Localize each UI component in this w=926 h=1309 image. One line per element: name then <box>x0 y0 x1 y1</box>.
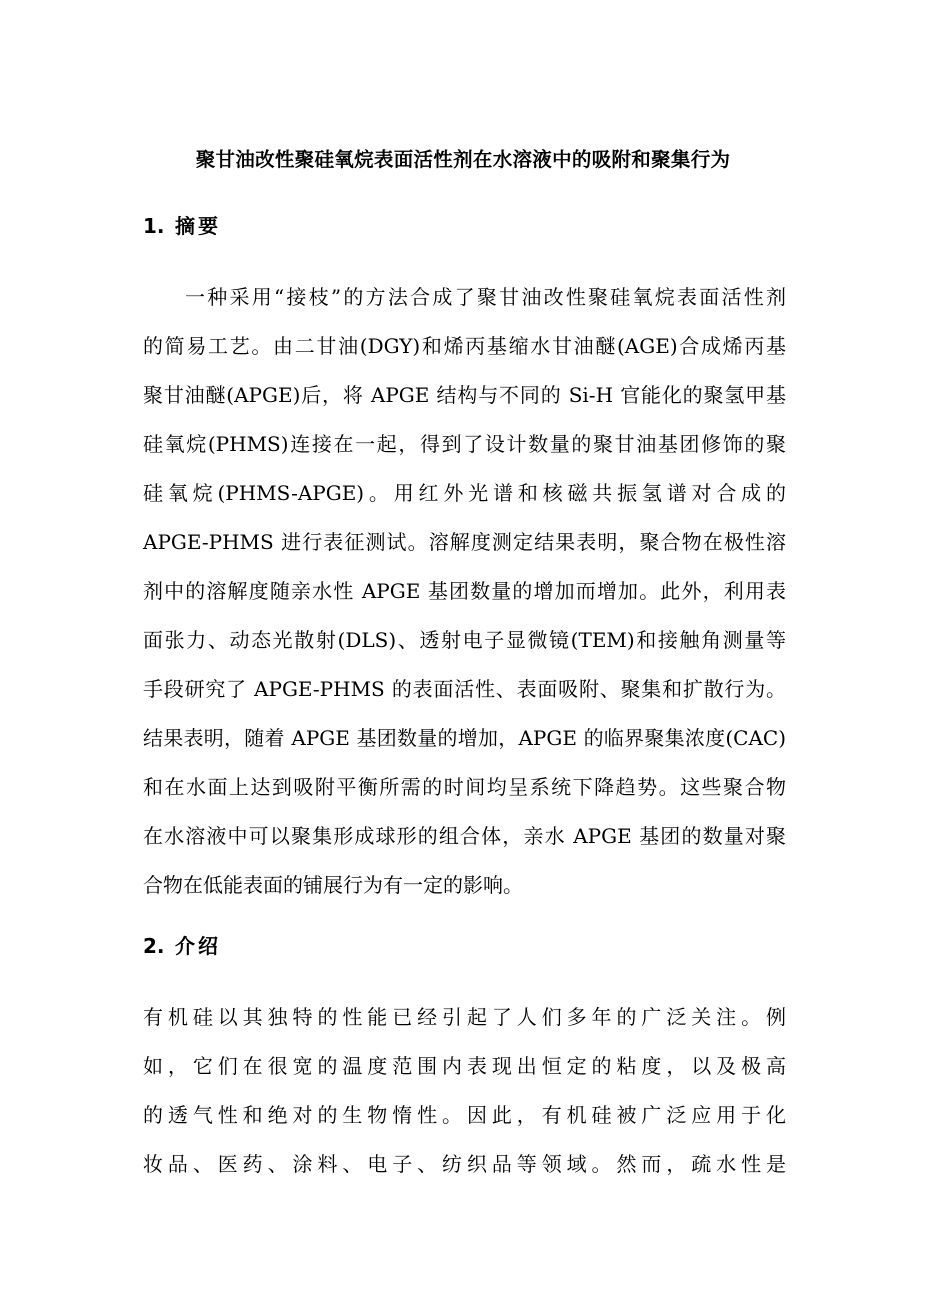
section-heading-introduction <box>143 932 221 960</box>
abstract-line: 聚甘油醚(APGE)后，将 APGE 结构与不同的 Si-H 官能化的聚氢甲基 <box>143 383 786 407</box>
introduction-line: 如，它们在很宽的温度范围内表现出恒定的粘度，以及极高 <box>143 1054 786 1078</box>
abstract-line: 剂中的溶解度随亲水性 APGE 基团数量的增加而增加。此外，利用表 <box>143 579 786 603</box>
abstract-line: 结果表明，随着 APGE 基团数量的增加，APGE 的临界聚集浓度(CAC) <box>143 726 786 750</box>
abstract-line: 硅氧烷(PHMS-APGE)。用红外光谱和核磁共振氢谱对合成的 <box>143 481 786 505</box>
section-number: 2. <box>143 934 165 958</box>
introduction-line: 的透气性和绝对的生物惰性。因此，有机硅被广泛应用于化 <box>143 1103 786 1127</box>
abstract-line: 的简易工艺。由二甘油(DGY)和烯丙基缩水甘油醚(AGE)合成烯丙基 <box>143 334 786 358</box>
section-title: 摘要 <box>175 214 221 238</box>
abstract-line: 硅氧烷(PHMS)连接在一起，得到了设计数量的聚甘油基团修饰的聚 <box>143 432 786 456</box>
abstract-line: 一种采用“接枝”的方法合成了聚甘油改性聚硅氧烷表面活性剂 <box>185 285 786 309</box>
abstract-line: 面张力、动态光散射(DLS)、透射电子显微镜(TEM)和接触角测量等 <box>143 628 786 652</box>
section-heading-abstract <box>143 212 221 240</box>
abstract-line: 手段研究了 APGE-PHMS 的表面活性、表面吸附、聚集和扩散行为。 <box>143 677 786 701</box>
section-number: 1. <box>143 214 165 238</box>
paper-title: 聚甘油改性聚硅氧烷表面活性剂在水溶液中的吸附和聚集行为 <box>195 148 731 171</box>
abstract-line: 在水溶液中可以聚集形成球形的组合体，亲水 APGE 基团的数量对聚 <box>143 824 786 848</box>
abstract-line: APGE-PHMS 进行表征测试。溶解度测定结果表明，聚合物在极性溶 <box>143 530 786 554</box>
abstract-line: 合物在低能表面的铺展行为有一定的影响。 <box>143 873 523 897</box>
introduction-line: 妆品、医药、涂料、电子、纺织品等领域。然而，疏水性是 <box>143 1152 786 1176</box>
introduction-line: 有机硅以其独特的性能已经引起了人们多年的广泛关注。例 <box>143 1005 786 1029</box>
abstract-line: 和在水面上达到吸附平衡所需的时间均呈系统下降趋势。这些聚合物 <box>143 775 786 799</box>
section-title: 介绍 <box>175 934 221 958</box>
